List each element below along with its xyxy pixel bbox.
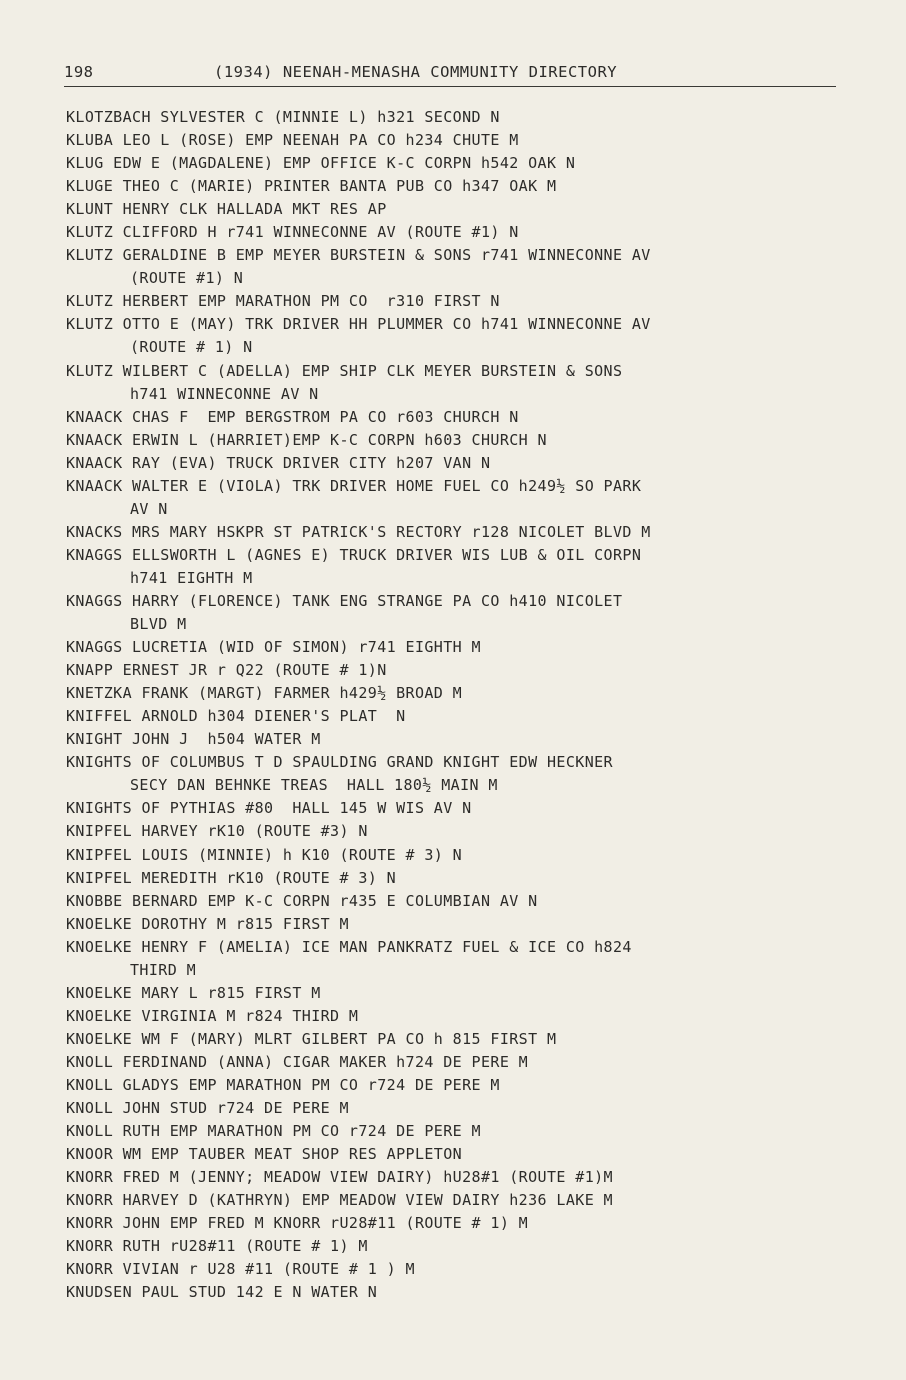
entry-line: KNETZKA FRANK (MARGT) FARMER h429½ BROAD M bbox=[66, 684, 463, 703]
entry-line: KNOELKE VIRGINIA M r824 THIRD M bbox=[66, 1006, 359, 1025]
entry-line: KNAACK CHAS F EMP BERGSTROM PA CO r603 CHURCH N bbox=[66, 407, 519, 426]
entry-line: KNOELKE WM F (MARY) MLRT GILBERT PA CO h 815 FIRST M bbox=[66, 1029, 557, 1048]
entry-line: KNOLL JOHN STUD r724 DE PERE M bbox=[66, 1099, 349, 1118]
entry-line: KNIPFEL LOUIS (MINNIE) h K10 (ROUTE # 3) N bbox=[66, 845, 463, 864]
entry-line: KNAGGS ELLSWORTH L (AGNES E) TRUCK DRIVER WIS LUB & OIL CORPN bbox=[66, 545, 642, 564]
entry-line: KNAGGS HARRY (FLORENCE) TANK ENG STRANGE PA CO h410 NICOLET bbox=[66, 591, 623, 610]
entry-line: KLUTZ OTTO E (MAY) TRK DRIVER HH PLUMMER CO h741 WINNECONNE AV bbox=[66, 315, 651, 334]
entry-line: KNIGHTS OF COLUMBUS T D SPAULDING GRAND KNIGHT EDW HECKNER bbox=[66, 753, 613, 772]
page-header bbox=[64, 60, 836, 87]
entry-line: KNACKS MRS MARY HSKPR ST PATRICK'S RECTORY r128 NICOLET BLVD M bbox=[66, 522, 651, 541]
entry-line: KLUBA LEO L (ROSE) EMP NEENAH PA CO h234 CHUTE M bbox=[66, 131, 519, 150]
entry-line: KNAACK ERWIN L (HARRIET)EMP K-C CORPN h603 CHURCH N bbox=[66, 430, 547, 449]
entry-line: KNAACK WALTER E (VIOLA) TRK DRIVER HOME FUEL CO h249½ SO PARK bbox=[66, 476, 642, 495]
entry-continuation: BLVD M bbox=[130, 615, 187, 634]
entry-line: KNIGHTS OF PYTHIAS #80 HALL 145 W WIS AV N bbox=[66, 799, 472, 818]
entry-line: KNORR JOHN EMP FRED M KNORR rU28#11 (ROUTE # 1) M bbox=[66, 1214, 529, 1233]
entry-line: KNOLL RUTH EMP MARATHON PM CO r724 DE PERE M bbox=[66, 1122, 481, 1141]
entry-line: KNOELKE DOROTHY M r815 FIRST M bbox=[66, 914, 349, 933]
entry-line: KNOOR WM EMP TAUBER MEAT SHOP RES APPLETON bbox=[66, 1145, 463, 1164]
entry-line: KNORR FRED M (JENNY; MEADOW VIEW DAIRY) hU28#1 (ROUTE #1)M bbox=[66, 1168, 613, 1187]
page-number: 198 bbox=[64, 63, 94, 81]
entry-continuation: h741 EIGHTH M bbox=[130, 568, 253, 587]
entry-line: KNOBBE BERNARD EMP K-C CORPN r435 E COLUMBIAN AV N bbox=[66, 891, 538, 910]
entry-line: KNOLL GLADYS EMP MARATHON PM CO r724 DE PERE M bbox=[66, 1075, 500, 1094]
entry-line: KNORR RUTH rU28#11 (ROUTE # 1) M bbox=[66, 1237, 368, 1256]
entry-continuation: (ROUTE # 1) N bbox=[130, 338, 253, 357]
entry-line: KLUTZ WILBERT C (ADELLA) EMP SHIP CLK MEYER BURSTEIN & SONS bbox=[66, 361, 623, 380]
entry-line: KLUG EDW E (MAGDALENE) EMP OFFICE K-C CORPN h542 OAK N bbox=[66, 154, 576, 173]
entry-line: KNORR VIVIAN r U28 #11 (ROUTE # 1 ) M bbox=[66, 1260, 415, 1279]
entry-continuation: h741 WINNECONNE AV N bbox=[130, 384, 319, 403]
entry-continuation: SECY DAN BEHNKE TREAS HALL 180½ MAIN M bbox=[130, 776, 498, 795]
entry-continuation: AV N bbox=[130, 499, 168, 518]
entry-line: KNAACK RAY (EVA) TRUCK DRIVER CITY h207 VAN N bbox=[66, 453, 491, 472]
entry-line: KNORR HARVEY D (KATHRYN) EMP MEADOW VIEW DAIRY h236 LAKE M bbox=[66, 1191, 613, 1210]
entry-line: KNUDSEN PAUL STUD 142 E N WATER N bbox=[66, 1283, 378, 1302]
entry-line: KLUGE THEO C (MARIE) PRINTER BANTA PUB CO h347 OAK M bbox=[66, 177, 557, 196]
entry-line: KLUTZ GERALDINE B EMP MEYER BURSTEIN & SONS r741 WINNECONNE AV bbox=[66, 246, 651, 265]
entry-line: KNIFFEL ARNOLD h304 DIENER'S PLAT N bbox=[66, 707, 406, 726]
directory-title: (1934) NEENAH-MENASHA COMMUNITY DIRECTORY bbox=[214, 63, 618, 81]
entry-line: KLUTZ CLIFFORD H r741 WINNECONNE AV (ROUTE #1) N bbox=[66, 223, 519, 242]
entry-line: KNOELKE MARY L r815 FIRST M bbox=[66, 983, 321, 1002]
entry-line: KNIGHT JOHN J h504 WATER M bbox=[66, 730, 321, 749]
entry-continuation: THIRD M bbox=[130, 960, 197, 979]
entry-line: KNIPFEL MEREDITH rK10 (ROUTE # 3) N bbox=[66, 868, 397, 887]
entry-line: KNOLL FERDINAND (ANNA) CIGAR MAKER h724 DE PERE M bbox=[66, 1052, 529, 1071]
directory-entries bbox=[66, 106, 856, 1304]
entry-line: KNAPP ERNEST JR r Q22 (ROUTE # 1)N bbox=[66, 661, 387, 680]
entry-continuation: (ROUTE #1) N bbox=[130, 269, 244, 288]
entry-line: KLOTZBACH SYLVESTER C (MINNIE L) h321 SECOND N bbox=[66, 108, 500, 126]
entry-line: KNOELKE HENRY F (AMELIA) ICE MAN PANKRATZ FUEL & ICE CO h824 bbox=[66, 937, 632, 956]
entry-line: KLUTZ HERBERT EMP MARATHON PM CO r310 FIRST N bbox=[66, 292, 500, 311]
entry-line: KLUNT HENRY CLK HALLADA MKT RES AP bbox=[66, 200, 387, 219]
entry-line: KNAGGS LUCRETIA (WID OF SIMON) r741 EIGHTH M bbox=[66, 638, 481, 657]
entry-line: KNIPFEL HARVEY rK10 (ROUTE #3) N bbox=[66, 822, 368, 841]
